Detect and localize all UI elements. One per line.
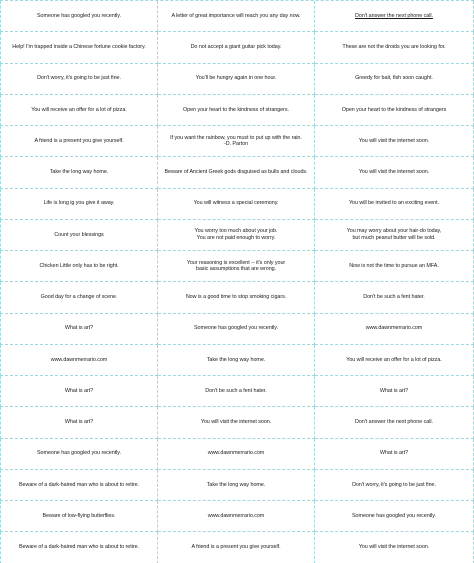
fortune-slip: Don't worry, it's going to be just fine. bbox=[0, 64, 158, 95]
fortune-slip: If you want the rainbow, you must to put up with the rain. -D. Parton bbox=[158, 126, 315, 157]
fortune-slip: You will visit the internet soon. bbox=[315, 157, 474, 188]
fortune-slip: Beware of Ancient Greek gods disguised as bulls and clouds. bbox=[158, 157, 315, 188]
fortune-slip: What is art? bbox=[0, 314, 158, 345]
fortune-slip: Life is long ig you give it away. bbox=[0, 189, 158, 220]
fortune-slip: You will visit the internet soon. bbox=[315, 126, 474, 157]
fortune-slip: Beware of a dark-haired man who is about to retire. bbox=[0, 470, 158, 501]
fortune-slip: A friend is a present you give yourself. bbox=[158, 532, 315, 563]
fortune-slip: You will receive an offer for a lot of pizza. bbox=[315, 345, 474, 376]
fortune-slip: Open your heart to the kindness of strangers bbox=[315, 95, 474, 126]
fortune-slip: Do not accept a giant guitar pick today. bbox=[158, 32, 315, 63]
fortune-slip: www.dawnmerrario.com bbox=[158, 501, 315, 532]
fortune-slip: You will witness a special ceremony. bbox=[158, 189, 315, 220]
fortune-slip: You may worry about your hair-do today, but much peanut butter will be sold. bbox=[315, 220, 474, 251]
fortune-slip: Don't answer the next phone call. bbox=[315, 407, 474, 438]
fortune-slip: These are not the droids you are looking for. bbox=[315, 32, 474, 63]
fortune-slip: Open your heart to the kindness of strangers. bbox=[158, 95, 315, 126]
fortune-slip: What is art? bbox=[315, 439, 474, 470]
fortune-slip: Chicken Little only has to be right. bbox=[0, 251, 158, 282]
fortune-slip: You worry too much about your job. You are not paid enough to worry. bbox=[158, 220, 315, 251]
fortune-slip: What is art? bbox=[315, 376, 474, 407]
fortune-slip: Someone has googled you recently. bbox=[0, 1, 158, 32]
fortune-slip: Don't be such a fent hater. bbox=[315, 282, 474, 313]
fortune-slip: You will visit the internet soon. bbox=[158, 407, 315, 438]
fortune-slip: Don't answer the next phone call. bbox=[315, 1, 474, 32]
fortune-slip: www.dawnmerrario.com bbox=[315, 314, 474, 345]
fortune-slip: Beware of a dark-haired man who is about to retire. bbox=[0, 532, 158, 563]
fortune-slip: Someone has googled you recently. bbox=[0, 439, 158, 470]
fortune-slip: You will visit the internet soon. bbox=[315, 532, 474, 563]
fortune-slip: www.dawnmerrario.com bbox=[0, 345, 158, 376]
fortune-slip: Don't worry, it's going to be just fine. bbox=[315, 470, 474, 501]
fortune-slip: www.dawnmerrario.com bbox=[158, 439, 315, 470]
fortune-slip: Beware of low-flying butterflies. bbox=[0, 501, 158, 532]
fortune-slip: Now is a good time to stop smoking cigars. bbox=[158, 282, 315, 313]
fortune-slip: Someone has googled you recently. bbox=[315, 501, 474, 532]
fortune-slip: Greedy for bait, fish soon caught. bbox=[315, 64, 474, 95]
fortune-slip: Good day for a change of scene. bbox=[0, 282, 158, 313]
fortune-slip: Don't be such a fent hater. bbox=[158, 376, 315, 407]
fortune-slip: What is art? bbox=[0, 407, 158, 438]
fortune-slip: You'll be hungry again in one hour. bbox=[158, 64, 315, 95]
fortune-slip: What is art? bbox=[0, 376, 158, 407]
fortune-slip: Count your blessings bbox=[0, 220, 158, 251]
fortune-slip: Your reasoning is excellent -- it's only your basic assumptions that are wrong. bbox=[158, 251, 315, 282]
fortune-slip: Help! I'm trapped inside a Chinese fortune cookie factory. bbox=[0, 32, 158, 63]
fortune-slip: A letter of great importance will reach you any day now. bbox=[158, 1, 315, 32]
fortune-slip: Someone has googled you recently. bbox=[158, 314, 315, 345]
fortune-slip: You will receive an offer for a lot of pizza. bbox=[0, 95, 158, 126]
fortune-slip: Take the long way home. bbox=[0, 157, 158, 188]
fortune-slip: Take the long way home. bbox=[158, 345, 315, 376]
fortune-slip: Now is not the time to pursue an MFA. bbox=[315, 251, 474, 282]
fortune-slip: You will be invited to an exciting event. bbox=[315, 189, 474, 220]
fortune-slip: Take the long way home. bbox=[158, 470, 315, 501]
fortune-slip: A friend is a present you give yourself. bbox=[0, 126, 158, 157]
